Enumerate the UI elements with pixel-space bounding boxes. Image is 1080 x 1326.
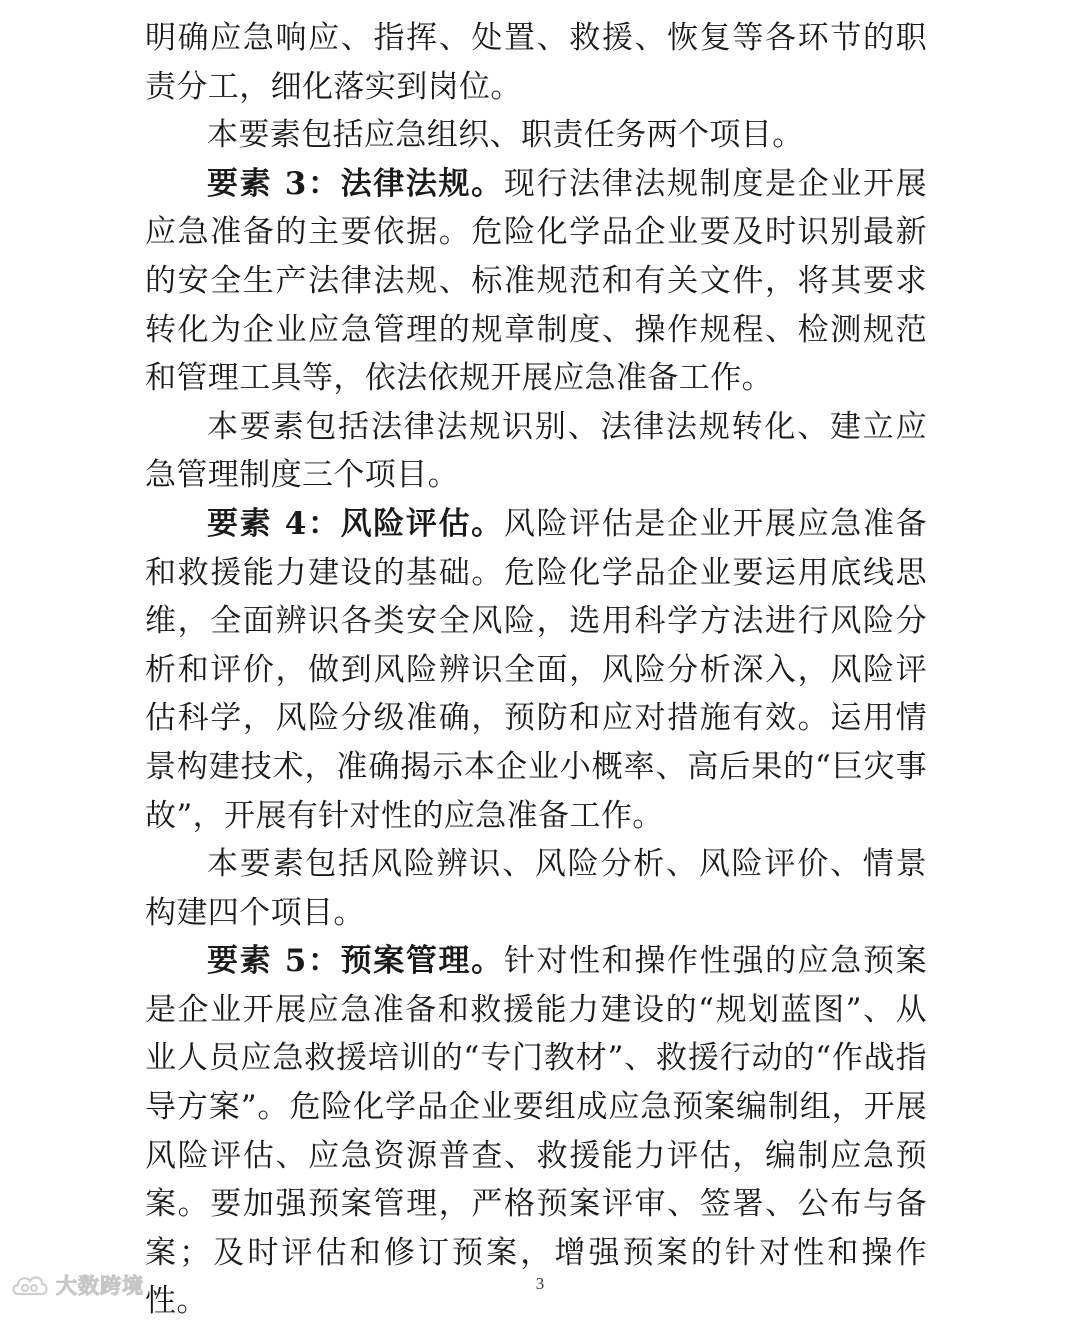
paragraph-text: 针对性和操作性强的应急预案是企业开展应急准备和救援能力建设的“规划蓝图”、从业人员应急救援培训的“专门教材”、救援行动的“作战指导方案”。危险化学品企业要组成应急预案编制组，开展风险评估、应急资源普查、救援能力评估，编制应急预案。要加强预案管理，严格预案评审、签署、公布与备案；及时评估和修订预案，增强预案的针对性和操作性。 [145, 943, 927, 1320]
paragraph-6 [145, 840, 927, 937]
paragraph-text: 明确应急响应、指挥、处置、救援、恢复等各环节的职责分工，细化落实到岗位。 [145, 20, 927, 105]
paragraph-text: 本要素包括风险辨识、风险分析、风险评价、情景构建四个项目。 [145, 846, 927, 931]
paragraph-element-5 [145, 937, 927, 1326]
element-heading: 要素 4：风险评估。 [207, 505, 504, 542]
paragraph-text: 本要素包括法律法规识别、法律法规转化、建立应急管理制度三个项目。 [145, 408, 927, 494]
paragraph-text: 现行法律法规制度是企业开展应急准备的主要依据。危险化学品企业要及时识别最新的安全生产法律法规、标准规范和有关文件，将其要求转化为企业应急管理的规章制度、操作规程、检测规范和管理工具等，依法依规开展应急准备工作。 [145, 165, 927, 397]
paragraph-4 [145, 403, 927, 500]
paragraph-2 [145, 111, 927, 160]
paragraph-1 [145, 14, 927, 111]
paragraph-text: 风险评估是企业开展应急准备和救援能力建设的基础。危险化学品企业要运用底线思维，全面辨识各类安全风险，选用科学方法进行风险分析和评价，做到风险辨识全面，风险分析深入，风险评估科学，风险分级准确，预防和应对措施有效。运用情景构建技术，准确揭示本企业小概率、高后果的“巨灾事故”，开展有针对性的应急准备工作。 [145, 505, 927, 834]
page-number: 3 [535, 1274, 545, 1293]
paragraph-element-3 [145, 160, 927, 403]
paragraph-text: 本要素包括应急组织、职责任务两个项目。 [207, 117, 804, 154]
watermark-label: 大数跨境 [56, 1274, 144, 1298]
element-heading: 要素 3：法律法规。 [207, 165, 504, 202]
paragraph-element-4 [145, 500, 927, 840]
document-body [145, 14, 927, 1326]
element-heading: 要素 5：预案管理。 [207, 943, 504, 980]
